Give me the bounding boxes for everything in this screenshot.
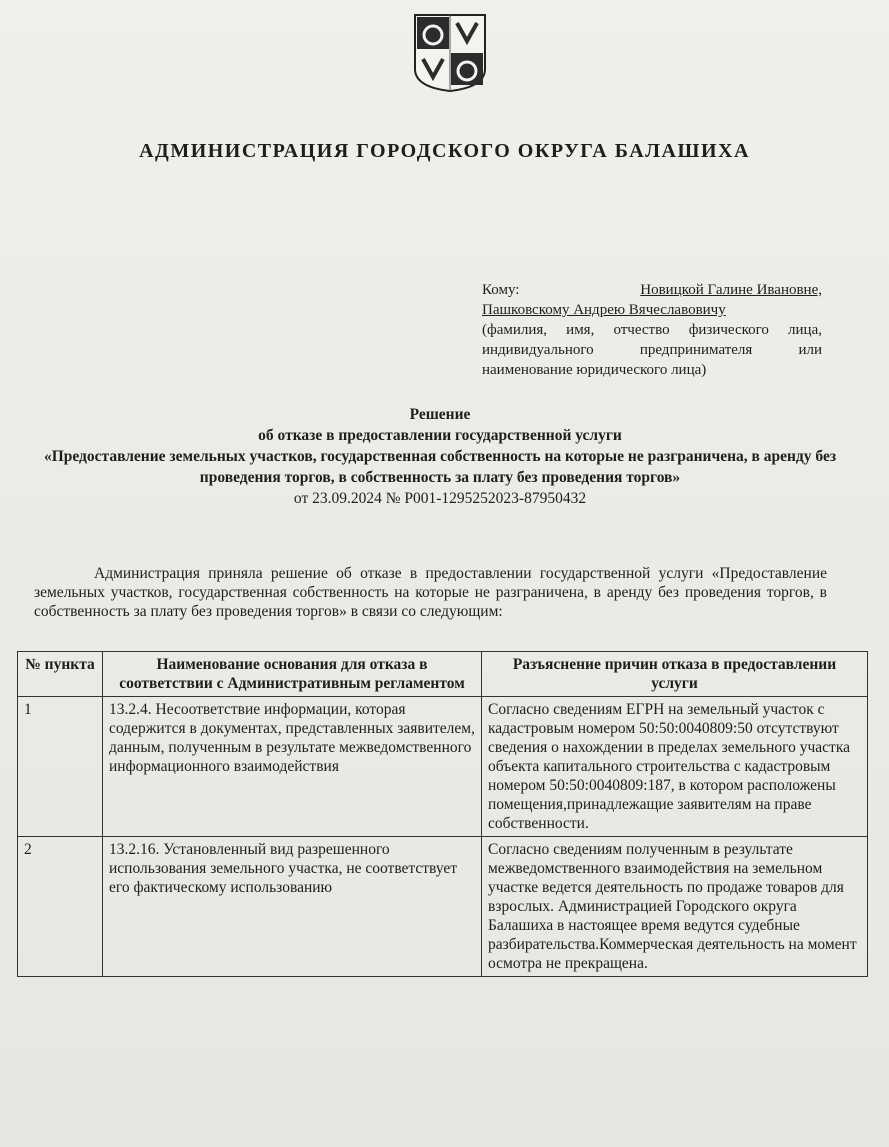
table-row [18, 697, 868, 837]
agency-title: АДМИНИСТРАЦИЯ ГОРОДСКОГО ОКРУГА БАЛАШИХА [139, 140, 750, 162]
decision-date-number: от 23.09.2024 № Р001-1295252023-87950432 [293, 490, 587, 507]
row-explanation: Согласно сведениям полученным в результате межведомственного взаимодействия на земельном участке ведется деятельность по продаже товаров для взрослых. Администрацией Городского округа Балашиха в настоящее время ведутся судебные разбирательства.Коммерческая деятельность на момент осмотра не прекращена. [482, 837, 868, 977]
recipient-name-1: Новицкой Галине Ивановне, [640, 282, 822, 298]
header-basis: Наименование основания для отказа в соответствии с Административным регламентом [103, 652, 482, 697]
row-num: 1 [18, 697, 103, 837]
intro-text: Администрация приняла решение об отказе в предоставлении государственной услуги «Предоставление земельных участков, государственная собственность на которые не разграничена, в аренду без проведения торгов, в собственность за плату без проведения торгов» в связи со следующим: [34, 565, 827, 620]
header-num: № пункта [18, 652, 103, 697]
table-header-row [18, 652, 868, 697]
row-basis: 13.2.4. Несоответствие информации, которая содержится в документах, представленных заявителем, данным, полученным в результате межведомственного информационного взаимодействия [103, 697, 482, 837]
recipient-label: Кому: [482, 282, 520, 298]
header-explanation: Разъяснение причин отказа в предоставлении услуги [482, 652, 868, 697]
row-num: 2 [18, 837, 103, 977]
reasons-table [17, 651, 868, 977]
recipient-block [482, 280, 822, 380]
table-row [18, 837, 868, 977]
row-explanation: Согласно сведениям ЕГРН на земельный участок с кадастровым номером 50:50:0040809:50 отсутствуют сведения о нахождении в пределах земельного участка объекта капитального строительства с кадастровым номером 50:50:0040809:187, в котором расположены помещения,принадлежащие заявителям на праве собственности. [482, 697, 868, 837]
intro-paragraph [34, 564, 827, 621]
coat-of-arms-emblem [413, 13, 487, 93]
service-name: «Предоставление земельных участков, государственная собственность на которые не разграничена, в аренду без проведения торгов, в собственность за плату без проведения торгов» [43, 448, 837, 486]
decision-heading [30, 404, 850, 509]
row-basis: 13.2.16. Установленный вид разрешенного использования земельного участка, не соответствует его фактическому использованию [103, 837, 482, 977]
decision-subtitle: об отказе в предоставлении государственной услуги [258, 427, 622, 444]
recipient-note: (фамилия, имя, отчество физического лица, индивидуального предпринимателя или наименование юридического лица) [482, 322, 822, 378]
decision-title: Решение [409, 406, 471, 423]
recipient-name-2: Пашковскому Андрею Вячеславовичу [482, 302, 726, 318]
